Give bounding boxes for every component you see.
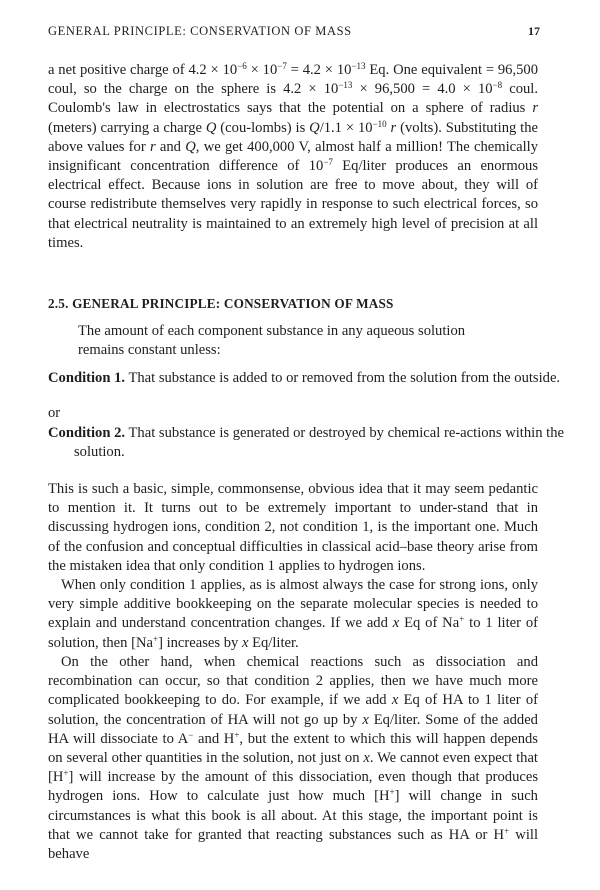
text-run: and H [193,730,235,747]
condition-text: That substance is added to or removed from the solution from the outside. [128,370,561,386]
charge-superscript: + [234,729,240,740]
text-run: Eq of Na [399,615,460,632]
text-run: (meters) carrying a charge [48,119,206,136]
or-connector: or [48,405,61,421]
section-heading: 2.5. GENERAL PRINCIPLE: CONSERVATION OF MASS [48,296,394,311]
paragraph-condition-one [48,576,538,653]
exponent: −6 [237,61,247,71]
text-run: On the other hand, when chemical reactions such as dissociation and recombination can occur, so that condition 2 applies, then we have much more complicated bookkeeping to do. For example, if we add [48,654,538,709]
text-run: ] will increase by the amount of this dissociation, even though that produces hydrogen ions. How to calculate just how much [H [48,769,538,805]
text-run: , we get 400,000 V, almost half a million! The chemically insignificant concentration difference of 10 [48,138,538,175]
exponent: −13 [338,80,353,91]
charge-superscript: + [504,825,510,836]
text-run: /1.1 × 10 [319,119,373,136]
condition-label: Condition 1. [48,370,126,386]
principle-statement: The amount of each component substance in any aqueous solution remains constant unless: [78,323,466,359]
text-run: , but the extent to which this will happen depends on several other quantities in the solution, not just on [48,730,538,767]
text-run: will behave [48,826,538,863]
text-run: Eq/liter produces an enormous electrical effect. Because ions in solution are free to move about, they will of course redistribute themselves very rapidly in response to such electrical forces, so that electrical neutrality is maintained to an extremely high level of precision at all times. [48,158,539,251]
variable-x: x [392,615,400,632]
variable-q: Q [185,138,196,155]
text-run: = 4.2 × 10 [286,62,352,78]
charge-superscript: + [152,633,159,644]
text-run: × 10 [246,62,278,78]
variable-r: r [390,119,397,136]
charge-superscript: + [459,614,465,625]
text-run: ] increases by [158,634,242,651]
condition-2 [48,424,564,462]
text-run: and [155,138,186,155]
variable-x: x [391,692,399,709]
variable-x: x [241,634,249,651]
variable-q: Q [309,119,320,136]
page-number: 17 [528,24,540,38]
text-run: Eq/liter. Some of the added HA will dissociate to A [48,711,538,747]
charge-superscript: − [188,729,194,740]
variable-q: Q [205,119,217,136]
variable-x: x [363,750,370,767]
charge-superscript: + [389,787,395,798]
exponent: −7 [323,157,333,168]
text-run: Eq of HA to 1 liter of solution, the concentration of HA will not go up by [48,692,538,728]
text-run: a net positive charge of 4.2 × 10 [48,62,238,78]
condition-label: Condition 2. [48,425,126,441]
paragraph-basic-idea: This is such a basic, simple, commonsense, obvious idea that it may seem pedantic to mention it. It turns out to be extremely important to under-stand that in discussing hydrogen ions, condition 2, not condition 1, is the important one. Much of the confusion and conceptual difficulties in classical acid–base theory arise from the mistaken idea that only condition 1 applies to hydrogen ions. [48,481,538,574]
variable-r: r [149,138,156,155]
text-run: Eq. One equivalent = 96,500 coul, so the charge on the sphere is 4.2 × 10 [48,62,539,98]
variable-x: x [362,711,369,728]
exponent: −7 [277,61,287,71]
variable-r: r [532,100,538,117]
text-run: (cou-lombs) is [216,119,310,136]
running-title: GENERAL PRINCIPLE: CONSERVATION OF MASS [48,24,352,38]
paragraph-continuation [48,61,538,253]
text-run: . We cannot even expect that [H [48,750,538,786]
exponent: −13 [351,61,366,71]
text-run: When only condition 1 applies, as is almost always the case for strong ions, only very simple additive bookkeeping on the separate molecular species is needed to explain and understand concentration changes. If we add [48,577,538,632]
exponent: −8 [492,80,503,91]
text-run: ] will change in such circumstances is what this book is all about. At this stage, the important point is that we cannot take for granted that reacting substances such as HA or H [48,788,538,843]
text-run: (volts). Substituting the above values for [48,119,539,155]
charge-superscript: + [63,768,69,779]
text-run: Eq/liter. [248,634,299,651]
text-run: coul. Coulomb's law in electrostatics says that the potential on a sphere of radius [48,81,538,117]
condition-text: That substance is generated or destroyed by chemical re-actions within the solution. [74,425,564,461]
exponent: −10 [372,118,387,129]
paragraph-condition-two [48,653,538,864]
condition-1 [48,369,564,388]
text-run: to 1 liter of solution, then [Na [48,615,538,651]
running-header [48,24,540,39]
text-run: × 96,500 = 4.0 × 10 [352,81,493,98]
